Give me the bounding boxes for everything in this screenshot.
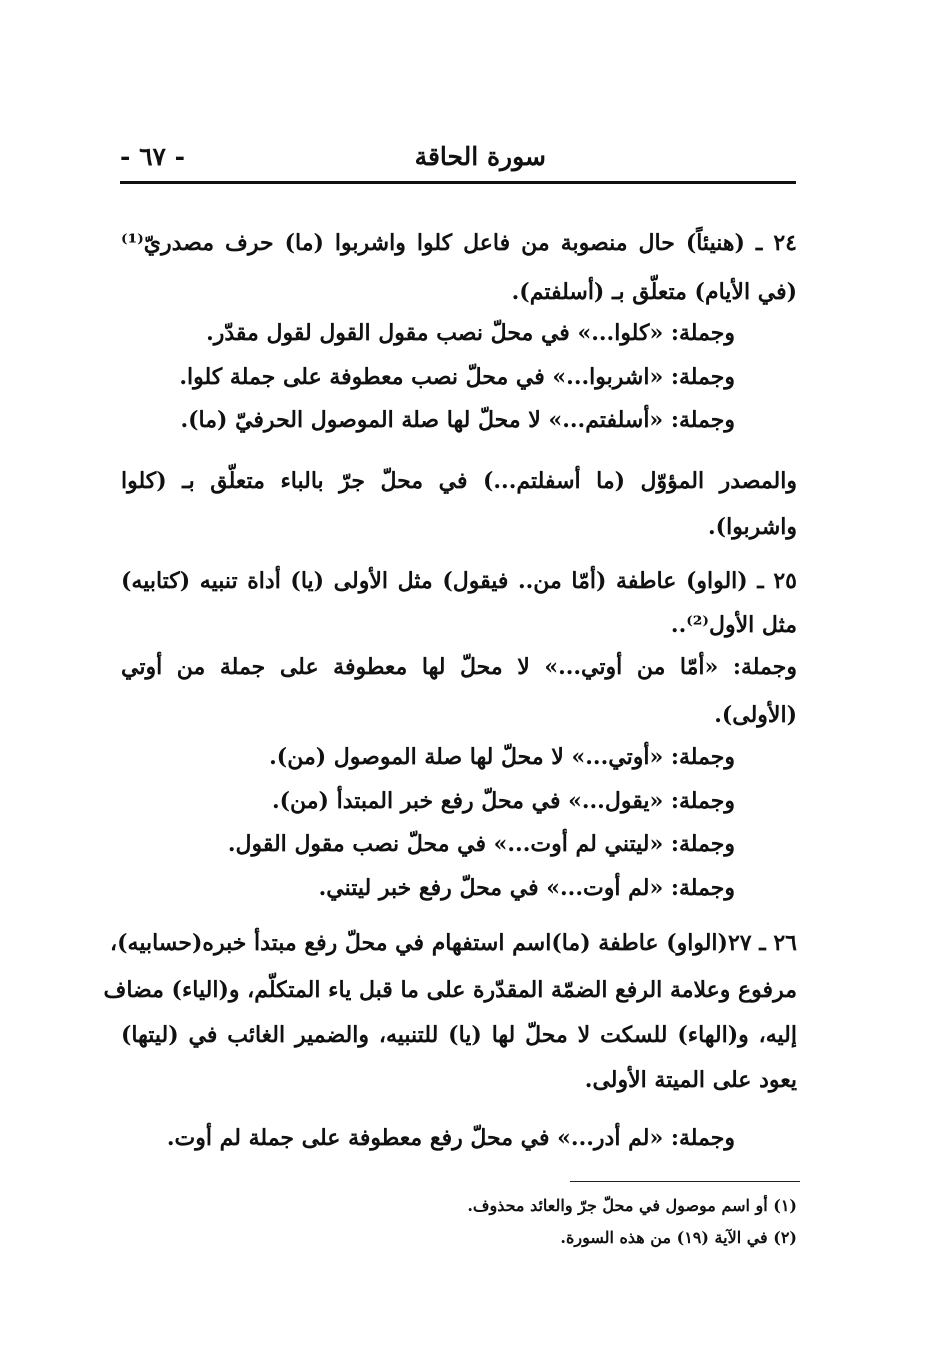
page-number: - ٦٧ - bbox=[120, 142, 186, 171]
text-line: وجملة: «يقول...» في محلّ رفع خبر المبتدأ (من). bbox=[271, 788, 735, 814]
text-line: (في الأيام) متعلّق بـ (أسلفتم). bbox=[511, 279, 797, 305]
text-line: واشربوا). bbox=[708, 514, 797, 540]
text-line: وجملة: «أوتي...» لا محلّ لها صلة الموصول (من). bbox=[269, 744, 735, 770]
text-line: مثل الأول⁽²⁾.. bbox=[670, 612, 797, 638]
text-line: وجملة: «كلوا...» في محلّ نصب مقول القول لقول مقدّر. bbox=[206, 320, 735, 346]
footnote-rule bbox=[570, 1181, 800, 1182]
text-line: وجملة: «لم أدر...» في محلّ رفع معطوفة على جملة لم أوت. bbox=[166, 1125, 735, 1151]
text-line: مرفوع وعلامة الرفع الضمّة المقدّرة على ما قبل ياء المتكلّم، و(الياء) مضاف bbox=[103, 977, 797, 1003]
footnote: (٢) في الآية (١٩) من هذه السورة. bbox=[560, 1228, 797, 1247]
text-line: ٢٦ ـ ٢٧(الواو) عاطفة (ما)اسم استفهام في محلّ رفع مبتدأ خبره(حسابيه)، bbox=[110, 930, 797, 956]
text-line: وجملة: «أسلفتم...» لا محلّ لها صلة الموصول الحرفيّ (ما). bbox=[180, 407, 735, 433]
page-header bbox=[120, 140, 796, 180]
text-line: والمصدر المؤوّل (ما أسفلتم...) في محلّ جرّ بالباء متعلّق بـ (كلوا bbox=[121, 468, 797, 494]
text-line: ٢٥ ـ (الواو) عاطفة (أمّا من.. فيقول) مثل الأولى (يا) أداة تنبيه (كتابيه) bbox=[121, 568, 797, 594]
text-line: وجملة: «اشربوا...» في محلّ نصب معطوفة على جملة كلوا. bbox=[179, 364, 735, 390]
text-line: يعود على الميتة الأولى. bbox=[584, 1067, 797, 1093]
surah-title: سورة الحاقة bbox=[414, 142, 546, 171]
header-rule bbox=[120, 181, 796, 184]
text-line: وجملة: «أمّا من أوتي...» لا محلّ لها معطوفة على جملة من أوتي bbox=[121, 654, 797, 680]
text-line: وجملة: «ليتني لم أوت...» في محلّ نصب مقول القول. bbox=[227, 831, 735, 857]
text-line: إليه، و(الهاء) للسكت لا محلّ لها (يا) للتنبيه، والضمير الغائب في (ليتها) bbox=[121, 1022, 797, 1048]
text-line: ٢٤ ـ (هنيئاً) حال منصوبة من فاعل كلوا واشربوا (ما) حرف مصدريّ⁽¹⁾ bbox=[121, 230, 797, 256]
text-line: وجملة: «لم أوت...» في محلّ رفع خبر ليتني. bbox=[318, 875, 735, 901]
text-line: (الأولى). bbox=[714, 702, 797, 728]
footnote: (١) أو اسم موصول في محلّ جرّ والعائد محذوف. bbox=[467, 1196, 797, 1215]
